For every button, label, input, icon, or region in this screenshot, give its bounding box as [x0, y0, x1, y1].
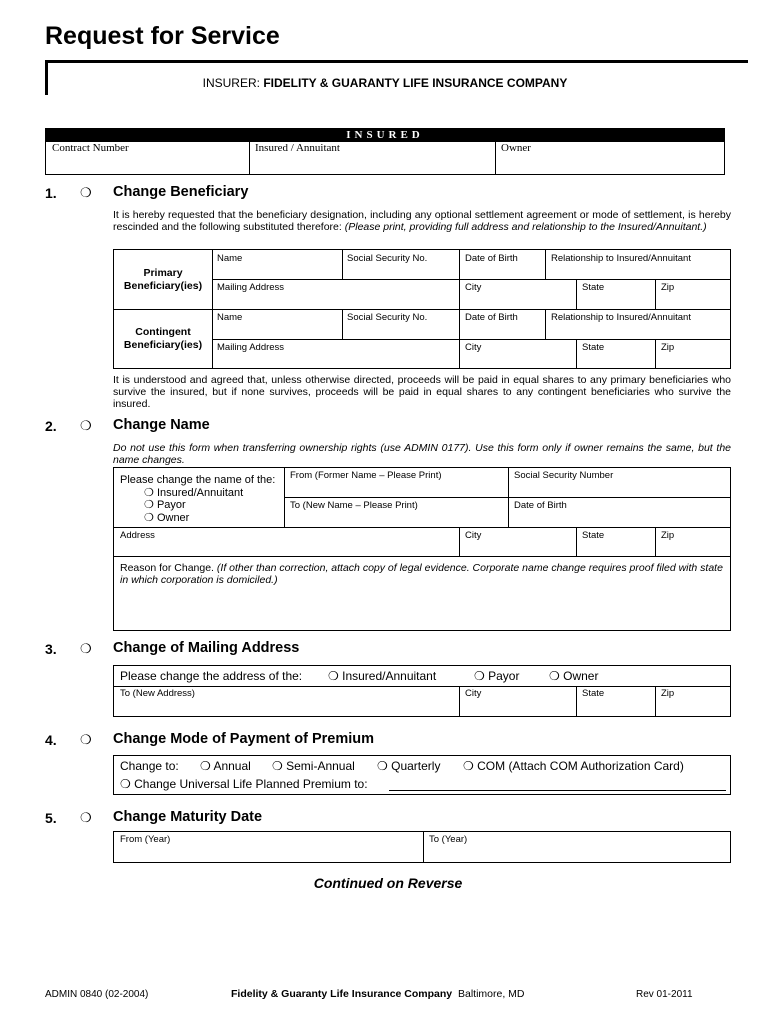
- new-city-field[interactable]: City: [465, 688, 482, 699]
- contingent-ssn-label[interactable]: Social Security No.: [347, 312, 428, 323]
- insured-row: [45, 142, 725, 175]
- insurer-label: INSURER:: [202, 76, 260, 90]
- section-1-note: It is understood and agreed that, unless otherwise directed, proceeds will be paid in equal shares to any primary beneficiaries who survive the insured, but if none survives, proceeds will be paid in equal shares to any contingent beneficiaries who survive the insured.: [113, 374, 731, 410]
- mode-com[interactable]: [463, 759, 684, 773]
- ulpp-radio[interactable]: ❍: [120, 777, 131, 791]
- address-field[interactable]: Address: [120, 530, 155, 541]
- quarterly-radio[interactable]: ❍: [377, 759, 388, 773]
- reason-for-change-field[interactable]: [120, 562, 730, 586]
- contingent-relationship-label[interactable]: Relationship to Insured/Annuitant: [551, 312, 691, 323]
- insured-radio[interactable]: ❍: [144, 486, 154, 499]
- change-to-label: Change to:: [120, 759, 179, 773]
- primary-label-1: Primary: [143, 267, 183, 279]
- insured-annuitant-field[interactable]: [249, 142, 495, 174]
- payment-mode-box: [113, 755, 731, 795]
- name-change-table: [113, 467, 731, 631]
- section-5-number: 5.: [45, 810, 57, 826]
- section-1-radio[interactable]: ❍: [80, 185, 92, 200]
- address-insured-label: Insured/Annuitant: [342, 669, 437, 683]
- section-2-note: Do not use this form when transferring ownership rights (use ADMIN 0177). Use this form only if owner remains the same, but the name changes.: [113, 442, 731, 466]
- new-zip-field[interactable]: Zip: [661, 688, 675, 699]
- section-1-intro-italic: (Please print, providing full address and relationship to the Insured/Annuitant.): [344, 221, 707, 233]
- reason-label: Reason for Change.: [120, 562, 214, 574]
- contingent-name-label[interactable]: Name: [217, 312, 243, 323]
- section-2-title: Change Name: [113, 417, 210, 433]
- dob-field[interactable]: Date of Birth: [514, 500, 567, 511]
- former-name-field[interactable]: From (Former Name – Please Print): [290, 470, 442, 481]
- primary-dob-label[interactable]: Date of Birth: [465, 253, 518, 264]
- owner-label: Owner: [501, 142, 531, 154]
- insured-bar: INSURED: [45, 128, 725, 142]
- contract-number-field[interactable]: [46, 142, 249, 174]
- header-rule: [45, 60, 748, 63]
- ulpp-amount-line[interactable]: [389, 790, 726, 791]
- com-radio[interactable]: ❍: [463, 759, 474, 773]
- primary-zip-label[interactable]: Zip: [661, 282, 675, 293]
- owner-radio[interactable]: ❍: [144, 511, 154, 524]
- payor-option-label: Payor: [156, 499, 186, 511]
- footer-company-line: [231, 988, 525, 1000]
- beneficiary-table: [113, 249, 731, 369]
- section-2-number: 2.: [45, 418, 57, 434]
- section-3-title: Change of Mailing Address: [113, 640, 300, 656]
- primary-city-label[interactable]: City: [465, 282, 482, 293]
- contingent-label-1: Contingent: [135, 326, 191, 338]
- annual-radio[interactable]: ❍: [200, 759, 211, 773]
- option-insured[interactable]: [120, 487, 275, 500]
- annual-label: Annual: [213, 759, 251, 773]
- ulpp-label: Change Universal Life Planned Premium to:: [134, 777, 368, 791]
- contingent-beneficiary-label: [114, 326, 212, 352]
- payor-radio[interactable]: ❍: [144, 499, 154, 511]
- form-id: ADMIN 0840 (02-2004): [45, 989, 149, 1000]
- section-4-title: Change Mode of Payment of Premium: [113, 731, 375, 747]
- continued-on-reverse: Continued on Reverse: [313, 875, 463, 891]
- primary-relationship-label[interactable]: Relationship to Insured/Annuitant: [551, 253, 691, 264]
- primary-mailing-label[interactable]: Mailing Address: [217, 282, 285, 293]
- section-1-intro-text: It is hereby requested that the beneficiary designation, including any optional settlement agreement or mode of settlement, is hereby rescinded and the following substituted therefore:: [113, 209, 731, 233]
- contract-number-label: Contract Number: [52, 142, 129, 154]
- contingent-state-label[interactable]: State: [582, 342, 605, 353]
- contingent-city-label[interactable]: City: [465, 342, 482, 353]
- name-change-prompt: Please change the name of the:: [120, 474, 276, 486]
- primary-name-label[interactable]: Name: [217, 253, 243, 264]
- section-4-number: 4.: [45, 732, 57, 748]
- address-change-prompt: Please change the address of the:: [120, 669, 303, 683]
- semi-radio[interactable]: ❍: [272, 759, 283, 773]
- name-change-options: [120, 474, 275, 524]
- section-4-radio[interactable]: ❍: [80, 732, 92, 747]
- insured-annuitant-label: Insured / Annuitant: [255, 142, 340, 154]
- primary-beneficiary-label: [114, 267, 212, 293]
- mode-quarterly[interactable]: [377, 759, 440, 773]
- maturity-date-box: [113, 831, 731, 863]
- page-title: Request for Service: [45, 22, 280, 50]
- zip-field[interactable]: Zip: [661, 530, 675, 541]
- semi-label: Semi-Annual: [286, 759, 355, 773]
- contingent-label-2: Beneficiary(ies): [123, 339, 203, 351]
- address-insured-radio[interactable]: ❍: [328, 669, 339, 683]
- mode-semi-annual[interactable]: [272, 759, 355, 773]
- contingent-zip-label[interactable]: Zip: [661, 342, 675, 353]
- ssn-field[interactable]: Social Security Number: [514, 470, 614, 481]
- mode-annual[interactable]: [200, 759, 251, 773]
- section-1-number: 1.: [45, 185, 57, 201]
- address-payor-radio[interactable]: ❍: [474, 669, 485, 683]
- section-5-radio[interactable]: ❍: [80, 810, 92, 825]
- new-state-field[interactable]: State: [582, 688, 605, 699]
- address-option-insured[interactable]: [328, 669, 436, 683]
- insurer-name: FIDELITY & GUARANTY LIFE INSURANCE COMPANY: [263, 76, 568, 90]
- quarterly-label: Quarterly: [391, 759, 441, 773]
- address-payor-label: Payor: [488, 669, 520, 683]
- section-1-intro: [113, 209, 731, 233]
- state-field[interactable]: State: [582, 530, 605, 541]
- com-label: COM (Attach COM Authorization Card): [477, 759, 684, 773]
- address-owner-label: Owner: [563, 669, 599, 683]
- option-owner[interactable]: [120, 512, 275, 525]
- contingent-mailing-label[interactable]: Mailing Address: [217, 342, 285, 353]
- insured-option-label: Insured/Annuitant: [156, 486, 244, 499]
- address-option-payor[interactable]: [474, 669, 519, 683]
- option-payor[interactable]: [120, 499, 275, 512]
- ulpp-option[interactable]: [120, 777, 368, 791]
- address-option-owner[interactable]: [549, 669, 598, 683]
- reason-italic: (If other than correction, attach copy of legal evidence. Corporate name change requires proof filed with state in which corporation is domiciled.): [120, 562, 723, 586]
- primary-label-2: Beneficiary(ies): [123, 280, 203, 292]
- city-field[interactable]: City: [465, 530, 482, 541]
- section-1-title: Change Beneficiary: [113, 184, 249, 200]
- section-3-number: 3.: [45, 641, 57, 657]
- address-owner-radio[interactable]: ❍: [549, 669, 560, 683]
- to-year-field[interactable]: To (Year): [429, 834, 468, 845]
- insurer-line: [0, 76, 770, 90]
- owner-option-label: Owner: [156, 511, 190, 524]
- owner-field[interactable]: [495, 142, 725, 174]
- from-year-field[interactable]: From (Year): [120, 834, 171, 845]
- contingent-dob-label[interactable]: Date of Birth: [465, 312, 518, 323]
- revision: Rev 01-2011: [636, 989, 693, 1000]
- new-address-field[interactable]: To (New Address): [120, 688, 195, 699]
- section-3-radio[interactable]: ❍: [80, 641, 92, 656]
- section-5-title: Change Maturity Date: [113, 809, 263, 825]
- footer-company: Fidelity & Guaranty Life Insurance Company: [231, 988, 453, 1000]
- primary-ssn-label[interactable]: Social Security No.: [347, 253, 428, 264]
- section-2-radio[interactable]: ❍: [80, 418, 92, 433]
- address-change-table: [113, 665, 731, 717]
- new-name-field[interactable]: To (New Name – Please Print): [290, 500, 418, 511]
- footer-location: Baltimore, MD: [457, 988, 525, 1000]
- primary-state-label[interactable]: State: [582, 282, 605, 293]
